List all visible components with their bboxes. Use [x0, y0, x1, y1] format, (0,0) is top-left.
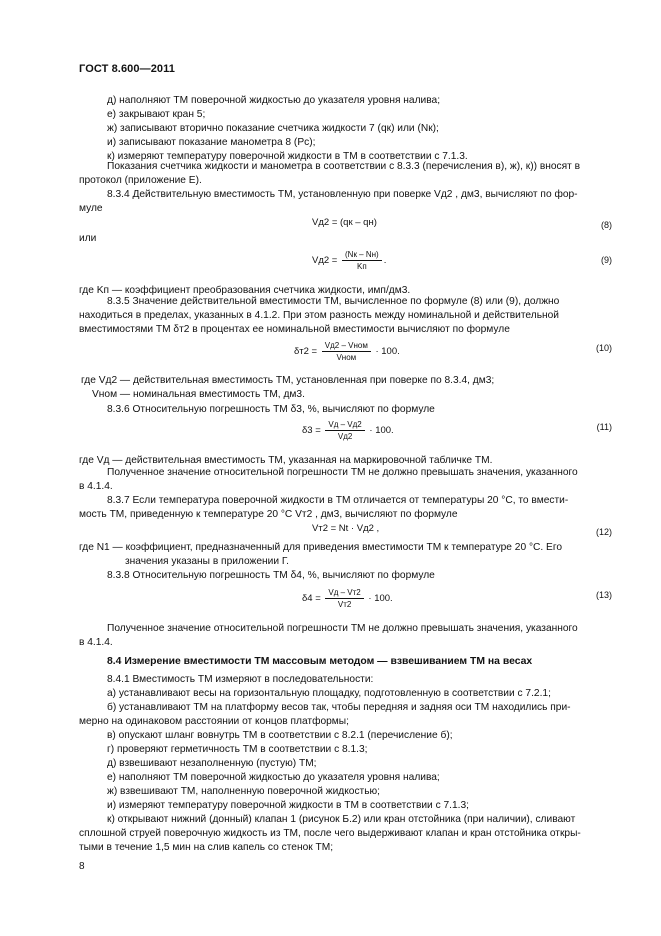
equation-number: (12): [595, 527, 612, 537]
list-item: и) записывают показание манометра 8 (Pс);: [107, 137, 316, 148]
paragraph-line: Полученное значение относительной погрешности ТМ не должно превышать значения, указанного: [107, 623, 578, 634]
page-header: ГОСТ 8.600—2011: [79, 63, 175, 75]
list-item: к) измеряют температуру поверочной жидкости в ТМ в соответствии с 7.1.3.: [107, 151, 468, 162]
list-item: к) открывают нижний (донный) клапан 1 (рисунок Б.2) или кран отстойника (при наличии), сливают: [107, 814, 576, 825]
paragraph-line: 8.4.1 Вместимость ТМ измеряют в последовательности:: [107, 674, 374, 685]
paragraph-line: муле: [79, 203, 103, 214]
equation-number: (13): [595, 590, 612, 600]
paragraph-line: или: [79, 233, 97, 244]
paragraph-line: находиться в пределах, указанных в 4.1.2. При этом разность между номинальной и действительной: [79, 310, 559, 321]
definition-line: где Vд2 — действительная вместимость ТМ, установленная при поверке по 8.3.4, дм3;: [81, 375, 495, 386]
list-item: и) измеряют температуру поверочной жидкости в ТМ в соответствии с 7.1.3;: [107, 800, 469, 811]
page-number: 8: [79, 861, 85, 872]
equation-number: (8): [601, 220, 612, 230]
paragraph-line: вместимостями ТМ δт2 в процентах ее номинальной вместимости вычисляют по формуле: [79, 324, 510, 335]
list-item: в) опускают шланг вовнутрь ТМ в соответствии с 8.2.1 (перечисление б);: [107, 730, 453, 741]
list-item: мерно на одинаковом расстоянии от концов платформы;: [79, 716, 349, 727]
formula-10: δт2 = $\frac{\text{Vд2 – Vном}}{\text{Vном}}$ · 100.: [294, 341, 400, 362]
list-item: д) взвешивают незаполненную (пустую) ТМ;: [107, 758, 317, 769]
list-item: сплошной струей поверочную жидкость из ТМ, после чего выдерживают клапан и кран отстойника откры-: [79, 828, 581, 839]
formula-8: Vд2 = (qк – qн): [312, 217, 377, 228]
formula-12: Vт2 = Nt · Vд2 ,: [312, 523, 380, 534]
definition-line: где N1 — коэффициент, предназначенный для приведения вместимости ТМ к температуре 20 °С. Его: [79, 542, 562, 553]
definition-line: Vном — номинальная вместимость ТМ, дм3.: [92, 389, 305, 400]
paragraph-line: протокол (приложение Е).: [79, 175, 202, 186]
formula-9: Vд2 = $\frac{(Nк - Nн)}{Kп}$ .: [312, 250, 387, 271]
list-item: ж) взвешивают ТМ, наполненную поверочной жидкостью;: [107, 786, 380, 797]
definition-line: значения указаны в приложении Г.: [125, 556, 289, 567]
list-item: е) закрывают кран 5;: [107, 109, 206, 120]
paragraph-line: 8.3.4 Действительную вместимость ТМ, установленную при поверке Vд2 , дм3, вычисляют по фор-: [107, 189, 578, 200]
list-item: д) наполняют ТМ поверочной жидкостью до указателя уровня налива;: [107, 95, 441, 106]
paragraph-line: Полученное значение относительной погрешности ТМ не должно превышать значения, указанного: [107, 467, 578, 478]
paragraph-line: в 4.1.4.: [79, 481, 113, 492]
list-item: ж) записывают вторично показание счетчика жидкости 7 (qк) или (Nк);: [107, 123, 439, 134]
paragraph-line: Показания счетчика жидкости и манометра в соответствии с 8.3.3 (перечисления в), ж), к)) вносят в: [107, 161, 581, 172]
list-item: тыми в течение 1,5 мин на слив капель со стенок ТМ;: [79, 842, 334, 853]
formula-11: δ3 = $\frac{Vд - Vд2}{Vд2}$ · 100.: [302, 420, 394, 441]
equation-number: (11): [596, 422, 612, 432]
list-item: б) устанавливают ТМ на платформу весов так, чтобы передняя и задняя оси ТМ находились при-: [107, 702, 571, 713]
paragraph-line: 8.3.5 Значение действительной вместимости ТМ, вычисленное по формуле (8) или (9), должно: [107, 296, 560, 307]
list-item: г) проверяют герметичность ТМ в соответствии с 8.1.3;: [107, 744, 368, 755]
definition-line: где Kп — коэффициент преобразования счетчика жидкости, имп/дм3.: [79, 285, 411, 296]
list-item: е) наполняют ТМ поверочной жидкостью до указателя уровня налива;: [107, 772, 440, 783]
list-item: а) устанавливают весы на горизонтальную площадку, подготовленную в соответствии с 7.2.1;: [107, 688, 551, 699]
paragraph-line: 8.3.7 Если температура поверочной жидкости в ТМ отличается от температуры 20 °С, то вмести-: [107, 495, 569, 506]
paragraph-line: в 4.1.4.: [79, 637, 113, 648]
paragraph-line: мость ТМ, приведенную к температуре 20 °С Vт2 , дм3, вычисляют по формуле: [79, 509, 458, 520]
equation-number: (10): [595, 343, 612, 353]
definition-line: где Vд — действительная вместимость ТМ, указанная на маркировочной табличке ТМ.: [79, 455, 493, 466]
formula-13: δ4 = $\frac{Vд - Vт2}{Vт2}$ · 100.: [302, 588, 393, 609]
equation-number: (9): [601, 255, 612, 265]
paragraph-line: 8.3.8 Относительную погрешность ТМ δ4, %, вычисляют по формуле: [107, 570, 435, 581]
section-heading: 8.4 Измерение вместимости ТМ массовым методом — взвешиванием ТМ на весах: [107, 656, 533, 667]
paragraph-line: 8.3.6 Относительную погрешность ТМ δ3, %, вычисляют по формуле: [107, 404, 435, 415]
